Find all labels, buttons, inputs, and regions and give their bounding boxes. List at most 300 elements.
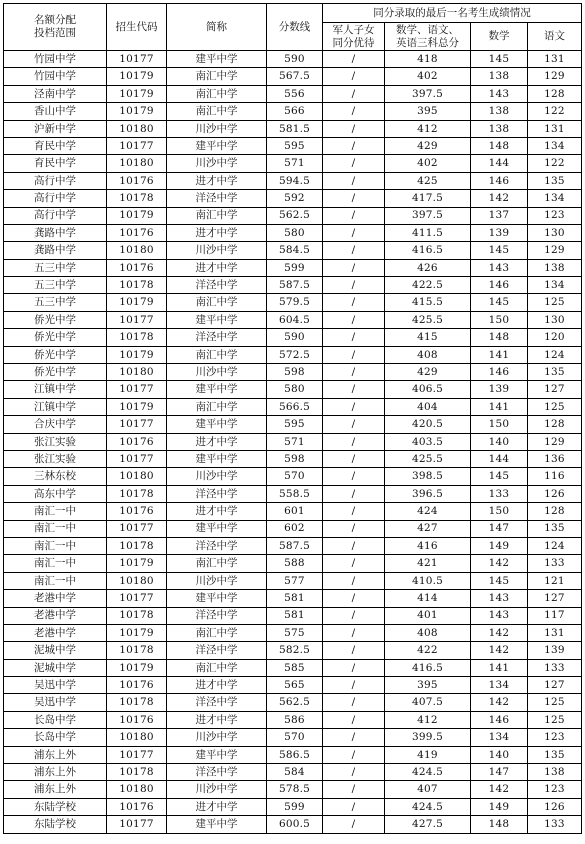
cell-military: / [323, 190, 385, 207]
cell-military: / [323, 607, 385, 624]
cell-math: 143 [471, 259, 528, 276]
table-row [4, 137, 582, 154]
cell-abbr: 川沙中学 [167, 781, 267, 798]
cell-abbr: 建平中学 [167, 381, 267, 398]
cell-sum3: 399.5 [385, 729, 471, 746]
cell-score: 572.5 [267, 346, 323, 363]
cell-math: 143 [471, 590, 528, 607]
cell-military: / [323, 224, 385, 241]
cell-math: 148 [471, 137, 528, 154]
cell-school: 侨光中学 [4, 364, 107, 381]
table-row [4, 694, 582, 711]
cell-abbr: 南汇中学 [167, 103, 267, 120]
cell-school: 泾南中学 [4, 85, 107, 102]
header-abbr: 简称 [167, 4, 267, 51]
cell-school: 浦东上外 [4, 764, 107, 781]
cell-score: 578.5 [267, 781, 323, 798]
cell-code: 10176 [107, 677, 167, 694]
header-math: 数学 [471, 23, 528, 51]
cell-sum3: 416.5 [385, 659, 471, 676]
cell-abbr: 南汇中学 [167, 207, 267, 224]
table-row [4, 346, 582, 363]
cell-math: 134 [471, 729, 528, 746]
cell-school: 东陆学校 [4, 798, 107, 815]
header-military: 军人子女 同分优待 [323, 23, 385, 51]
cell-school: 三林东校 [4, 468, 107, 485]
cell-abbr: 南汇中学 [167, 555, 267, 572]
cell-score: 581 [267, 607, 323, 624]
cell-military: / [323, 172, 385, 189]
cell-sum3: 404 [385, 398, 471, 415]
cell-math: 150 [471, 311, 528, 328]
cell-school: 侨光中学 [4, 311, 107, 328]
cell-abbr: 川沙中学 [167, 242, 267, 259]
cell-code: 10176 [107, 503, 167, 520]
cell-math: 138 [471, 120, 528, 137]
cell-score: 556 [267, 85, 323, 102]
cell-math: 145 [471, 242, 528, 259]
cell-school: 高行中学 [4, 172, 107, 189]
cell-abbr: 洋泾中学 [167, 642, 267, 659]
table-row [4, 381, 582, 398]
cell-math: 141 [471, 398, 528, 415]
cell-abbr: 川沙中学 [167, 120, 267, 137]
cell-sum3: 395 [385, 103, 471, 120]
cell-code: 10178 [107, 642, 167, 659]
cell-chinese: 135 [528, 364, 582, 381]
cell-military: / [323, 590, 385, 607]
cell-sum3: 396.5 [385, 485, 471, 502]
cell-math: 137 [471, 207, 528, 224]
cell-military: / [323, 816, 385, 833]
table-row [4, 781, 582, 798]
cell-abbr: 洋泾中学 [167, 277, 267, 294]
cell-military: / [323, 503, 385, 520]
cell-score: 581.5 [267, 120, 323, 137]
cell-abbr: 进才中学 [167, 172, 267, 189]
cell-military: / [323, 329, 385, 346]
cell-abbr: 南汇中学 [167, 294, 267, 311]
cell-sum3: 410.5 [385, 572, 471, 589]
cell-school: 育民中学 [4, 155, 107, 172]
header-score: 分数线 [267, 4, 323, 51]
cell-chinese: 138 [528, 764, 582, 781]
cell-abbr: 南汇中学 [167, 398, 267, 415]
cell-chinese: 125 [528, 694, 582, 711]
cell-score: 586.5 [267, 746, 323, 763]
cell-math: 141 [471, 346, 528, 363]
table-row [4, 711, 582, 728]
cell-sum3: 402 [385, 68, 471, 85]
cell-sum3: 421 [385, 555, 471, 572]
cell-code: 10179 [107, 207, 167, 224]
cell-code: 10177 [107, 137, 167, 154]
table-row [4, 503, 582, 520]
cell-school: 江镇中学 [4, 398, 107, 415]
cell-sum3: 411.5 [385, 224, 471, 241]
cell-code: 10180 [107, 572, 167, 589]
cell-military: / [323, 346, 385, 363]
cell-score: 575 [267, 624, 323, 641]
cell-math: 146 [471, 711, 528, 728]
cell-math: 145 [471, 572, 528, 589]
cell-chinese: 124 [528, 346, 582, 363]
cell-military: / [323, 537, 385, 554]
table-row [4, 433, 582, 450]
cell-school: 泥城中学 [4, 659, 107, 676]
cell-score: 595 [267, 137, 323, 154]
cell-code: 10179 [107, 555, 167, 572]
cell-code: 10180 [107, 468, 167, 485]
cell-military: / [323, 746, 385, 763]
cell-chinese: 131 [528, 120, 582, 137]
header-code: 招生代码 [107, 4, 167, 51]
cell-code: 10178 [107, 537, 167, 554]
cell-code: 10179 [107, 85, 167, 102]
cell-sum3: 424 [385, 503, 471, 520]
cell-math: 143 [471, 85, 528, 102]
cell-code: 10177 [107, 816, 167, 833]
cell-abbr: 进才中学 [167, 433, 267, 450]
cell-score: 599 [267, 798, 323, 815]
cell-math: 150 [471, 416, 528, 433]
cell-sum3: 415 [385, 329, 471, 346]
cell-abbr: 南汇中学 [167, 346, 267, 363]
cell-school: 高东中学 [4, 485, 107, 502]
cell-school: 泥城中学 [4, 642, 107, 659]
cell-abbr: 进才中学 [167, 224, 267, 241]
cell-code: 10177 [107, 520, 167, 537]
cell-score: 592 [267, 190, 323, 207]
cell-sum3: 429 [385, 364, 471, 381]
cell-chinese: 129 [528, 68, 582, 85]
cell-math: 145 [471, 294, 528, 311]
table-row [4, 468, 582, 485]
cell-sum3: 401 [385, 607, 471, 624]
table-row [4, 416, 582, 433]
cell-school: 吴迅中学 [4, 677, 107, 694]
cell-score: 598 [267, 364, 323, 381]
cell-chinese: 128 [528, 503, 582, 520]
cell-code: 10179 [107, 398, 167, 415]
cell-code: 10180 [107, 729, 167, 746]
cell-chinese: 131 [528, 51, 582, 68]
cell-sum3: 424.5 [385, 798, 471, 815]
cell-math: 144 [471, 155, 528, 172]
cell-math: 142 [471, 694, 528, 711]
cell-abbr: 洋泾中学 [167, 329, 267, 346]
cell-abbr: 进才中学 [167, 711, 267, 728]
cell-score: 570 [267, 468, 323, 485]
cell-chinese: 130 [528, 224, 582, 241]
cell-score: 587.5 [267, 537, 323, 554]
cell-abbr: 建平中学 [167, 416, 267, 433]
cell-abbr: 建平中学 [167, 311, 267, 328]
cell-military: / [323, 103, 385, 120]
cell-code: 10176 [107, 172, 167, 189]
cell-abbr: 川沙中学 [167, 572, 267, 589]
cell-sum3: 397.5 [385, 85, 471, 102]
cell-sum3: 419 [385, 746, 471, 763]
cell-math: 141 [471, 659, 528, 676]
cell-score: 586 [267, 711, 323, 728]
table-row [4, 155, 582, 172]
table-row [4, 729, 582, 746]
cell-code: 10177 [107, 381, 167, 398]
cell-code: 10176 [107, 433, 167, 450]
table-row [4, 207, 582, 224]
table-row [4, 259, 582, 276]
cell-code: 10180 [107, 781, 167, 798]
header-chinese: 语文 [528, 23, 582, 51]
table-row [4, 172, 582, 189]
cell-sum3: 415.5 [385, 294, 471, 311]
cell-sum3: 406.5 [385, 381, 471, 398]
cell-math: 148 [471, 816, 528, 833]
admission-score-table [3, 3, 582, 834]
cell-abbr: 建平中学 [167, 520, 267, 537]
cell-chinese: 127 [528, 677, 582, 694]
cell-abbr: 进才中学 [167, 677, 267, 694]
cell-school: 江镇中学 [4, 381, 107, 398]
table-row [4, 572, 582, 589]
cell-sum3: 425.5 [385, 311, 471, 328]
cell-chinese: 135 [528, 172, 582, 189]
cell-military: / [323, 764, 385, 781]
table-row [4, 798, 582, 815]
cell-chinese: 135 [528, 520, 582, 537]
cell-military: / [323, 659, 385, 676]
cell-score: 580 [267, 224, 323, 241]
admission-table-wrapper [3, 3, 582, 834]
cell-code: 10178 [107, 277, 167, 294]
cell-math: 149 [471, 798, 528, 815]
cell-math: 149 [471, 537, 528, 554]
cell-code: 10179 [107, 346, 167, 363]
cell-sum3: 418 [385, 51, 471, 68]
cell-abbr: 建平中学 [167, 590, 267, 607]
cell-abbr: 南汇中学 [167, 659, 267, 676]
table-row [4, 607, 582, 624]
cell-abbr: 建平中学 [167, 450, 267, 467]
cell-military: / [323, 555, 385, 572]
cell-chinese: 134 [528, 277, 582, 294]
table-row [4, 746, 582, 763]
cell-code: 10177 [107, 51, 167, 68]
cell-code: 10176 [107, 259, 167, 276]
cell-chinese: 122 [528, 155, 582, 172]
cell-chinese: 128 [528, 416, 582, 433]
cell-sum3: 402 [385, 155, 471, 172]
cell-abbr: 南汇中学 [167, 68, 267, 85]
cell-code: 10178 [107, 329, 167, 346]
cell-score: 590 [267, 329, 323, 346]
cell-math: 150 [471, 503, 528, 520]
cell-sum3: 425 [385, 172, 471, 189]
cell-chinese: 122 [528, 103, 582, 120]
cell-chinese: 127 [528, 590, 582, 607]
cell-military: / [323, 68, 385, 85]
cell-military: / [323, 694, 385, 711]
cell-military: / [323, 624, 385, 641]
cell-score: 581 [267, 590, 323, 607]
cell-sum3: 416 [385, 537, 471, 554]
cell-chinese: 123 [528, 729, 582, 746]
cell-chinese: 131 [528, 624, 582, 641]
table-row [4, 242, 582, 259]
cell-school: 南汇一中 [4, 572, 107, 589]
cell-abbr: 洋泾中学 [167, 694, 267, 711]
cell-school: 五三中学 [4, 259, 107, 276]
cell-math: 143 [471, 607, 528, 624]
cell-chinese: 134 [528, 190, 582, 207]
cell-chinese: 138 [528, 259, 582, 276]
table-row [4, 659, 582, 676]
cell-school: 浦东上外 [4, 746, 107, 763]
cell-score: 588 [267, 555, 323, 572]
cell-code: 10180 [107, 155, 167, 172]
cell-abbr: 南汇中学 [167, 624, 267, 641]
table-row [4, 764, 582, 781]
cell-chinese: 129 [528, 242, 582, 259]
cell-score: 580 [267, 381, 323, 398]
cell-school: 南汇一中 [4, 520, 107, 537]
cell-school: 沪新中学 [4, 120, 107, 137]
cell-school: 南汇一中 [4, 537, 107, 554]
table-row [4, 190, 582, 207]
cell-abbr: 建平中学 [167, 746, 267, 763]
cell-military: / [323, 711, 385, 728]
cell-code: 10179 [107, 68, 167, 85]
cell-school: 合庆中学 [4, 416, 107, 433]
cell-code: 10177 [107, 311, 167, 328]
cell-school: 龚路中学 [4, 242, 107, 259]
cell-military: / [323, 242, 385, 259]
cell-school: 长岛中学 [4, 729, 107, 746]
cell-abbr: 建平中学 [167, 51, 267, 68]
cell-code: 10177 [107, 746, 167, 763]
table-row [4, 364, 582, 381]
cell-school: 东陆学校 [4, 816, 107, 833]
cell-score: 562.5 [267, 694, 323, 711]
cell-chinese: 125 [528, 398, 582, 415]
cell-code: 10176 [107, 798, 167, 815]
cell-math: 140 [471, 433, 528, 450]
cell-abbr: 洋泾中学 [167, 764, 267, 781]
cell-chinese: 139 [528, 642, 582, 659]
cell-school: 竹园中学 [4, 51, 107, 68]
table-row [4, 642, 582, 659]
cell-math: 146 [471, 172, 528, 189]
cell-math: 142 [471, 781, 528, 798]
cell-score: 571 [267, 433, 323, 450]
cell-military: / [323, 468, 385, 485]
cell-math: 145 [471, 51, 528, 68]
cell-sum3: 398.5 [385, 468, 471, 485]
cell-sum3: 416.5 [385, 242, 471, 259]
cell-sum3: 403.5 [385, 433, 471, 450]
cell-abbr: 洋泾中学 [167, 537, 267, 554]
cell-school: 浦东上外 [4, 781, 107, 798]
cell-score: 571 [267, 155, 323, 172]
table-row [4, 677, 582, 694]
cell-score: 601 [267, 503, 323, 520]
cell-math: 146 [471, 277, 528, 294]
cell-school: 老港中学 [4, 624, 107, 641]
table-row [4, 329, 582, 346]
cell-military: / [323, 781, 385, 798]
cell-school: 高行中学 [4, 207, 107, 224]
cell-sum3: 426 [385, 259, 471, 276]
cell-school: 高行中学 [4, 190, 107, 207]
cell-sum3: 429 [385, 137, 471, 154]
cell-abbr: 川沙中学 [167, 364, 267, 381]
cell-score: 604.5 [267, 311, 323, 328]
cell-abbr: 洋泾中学 [167, 607, 267, 624]
cell-sum3: 420.5 [385, 416, 471, 433]
cell-abbr: 川沙中学 [167, 155, 267, 172]
cell-military: / [323, 398, 385, 415]
cell-abbr: 川沙中学 [167, 468, 267, 485]
cell-math: 148 [471, 329, 528, 346]
table-row [4, 51, 582, 68]
cell-code: 10179 [107, 103, 167, 120]
cell-abbr: 进才中学 [167, 503, 267, 520]
cell-math: 139 [471, 381, 528, 398]
cell-math: 139 [471, 224, 528, 241]
cell-abbr: 建平中学 [167, 137, 267, 154]
cell-military: / [323, 572, 385, 589]
cell-score: 595 [267, 416, 323, 433]
cell-sum3: 412 [385, 711, 471, 728]
cell-military: / [323, 798, 385, 815]
cell-code: 10180 [107, 364, 167, 381]
table-row [4, 224, 582, 241]
cell-chinese: 126 [528, 798, 582, 815]
cell-military: / [323, 207, 385, 224]
cell-school: 南汇一中 [4, 555, 107, 572]
cell-military: / [323, 729, 385, 746]
cell-score: 590 [267, 51, 323, 68]
cell-sum3: 408 [385, 346, 471, 363]
header-sum3: 数学、语文、 英语三科总分 [385, 23, 471, 51]
cell-school: 吴迅中学 [4, 694, 107, 711]
cell-military: / [323, 416, 385, 433]
table-row [4, 311, 582, 328]
cell-school: 南汇一中 [4, 503, 107, 520]
cell-school: 老港中学 [4, 607, 107, 624]
cell-military: / [323, 51, 385, 68]
cell-code: 10179 [107, 624, 167, 641]
cell-chinese: 134 [528, 137, 582, 154]
cell-chinese: 133 [528, 555, 582, 572]
cell-chinese: 130 [528, 311, 582, 328]
table-row [4, 590, 582, 607]
cell-military: / [323, 155, 385, 172]
cell-math: 142 [471, 642, 528, 659]
cell-military: / [323, 433, 385, 450]
cell-military: / [323, 485, 385, 502]
cell-sum3: 427.5 [385, 816, 471, 833]
cell-sum3: 427 [385, 520, 471, 537]
cell-code: 10177 [107, 450, 167, 467]
cell-military: / [323, 311, 385, 328]
cell-chinese: 123 [528, 207, 582, 224]
cell-code: 10178 [107, 485, 167, 502]
cell-code: 10177 [107, 590, 167, 607]
cell-code: 10177 [107, 416, 167, 433]
table-row [4, 85, 582, 102]
